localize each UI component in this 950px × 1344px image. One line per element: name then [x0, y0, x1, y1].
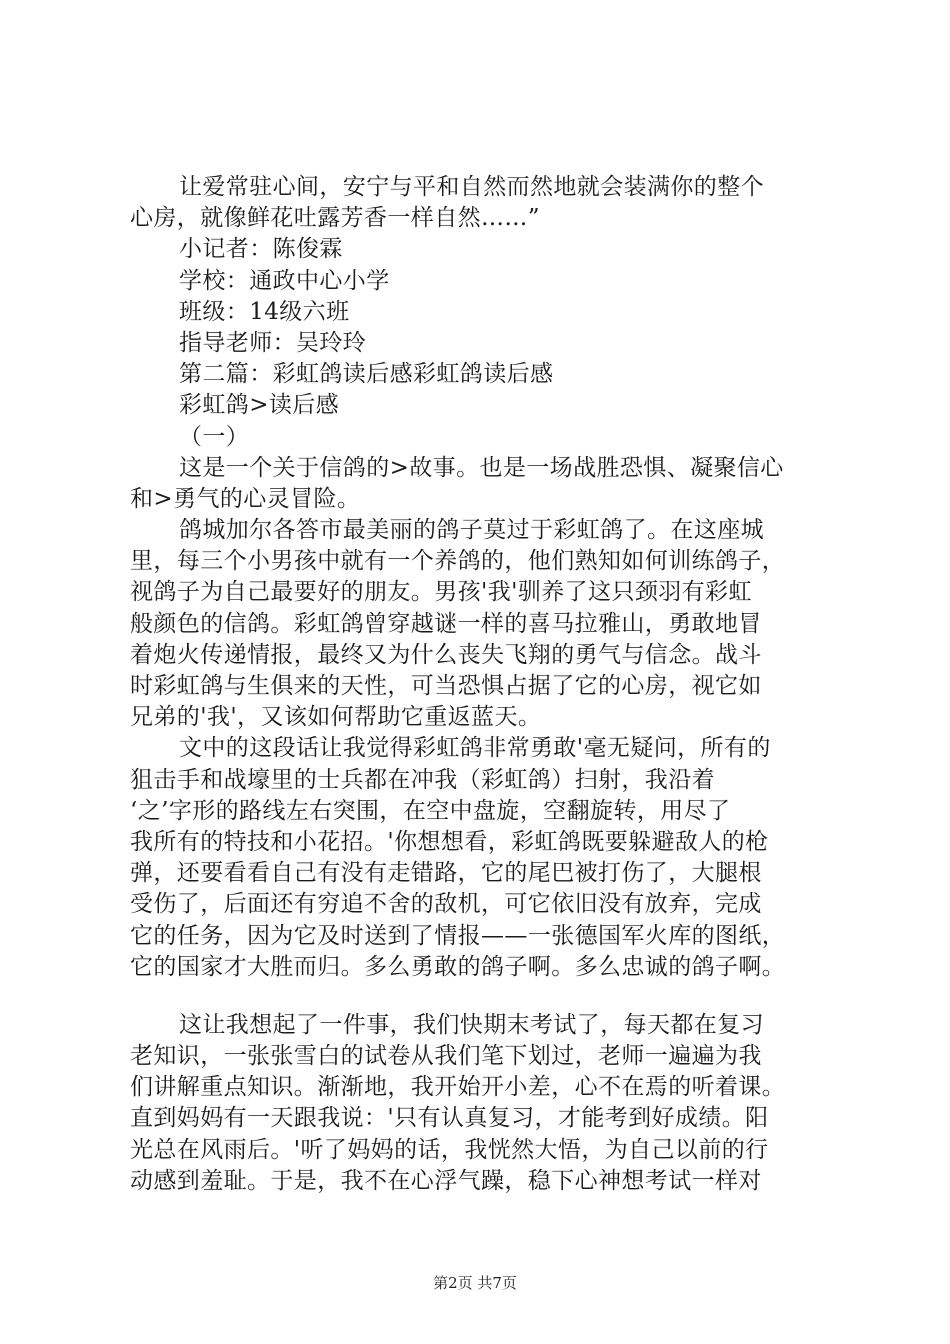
paragraph-line: 让爱常驻心间，安宁与平和自然而然地就会装满你的整个: [179, 174, 764, 200]
paragraph-line: 它的任务，因为它及时送到了情报——一张德国军火库的图纸，: [130, 922, 786, 949]
paragraph-line: 文中的这段话让我觉得彩虹鸽非常勇敢'毫无疑问，所有的: [179, 735, 771, 762]
paragraph-line: 狙击手和战壕里的士兵都在冲我（彩虹鸽）扫射，我沿着: [130, 766, 715, 793]
paragraph-line: 和>勇气的心灵冒险。: [130, 485, 361, 512]
paragraph-line: 动感到羞耻。于是，我不在心浮气躁，稳下心神想考试一样对: [130, 1167, 762, 1194]
paragraph-line: 直到妈妈有一天跟我说：'只有认真复习，才能考到好成绩。阳: [130, 1105, 769, 1132]
paragraph-line: 光总在风雨后。'听了妈妈的话，我恍然大悟，为自己以前的行: [130, 1136, 769, 1163]
paragraph-line: 里，每三个小男孩中就有一个养鸽的，他们熟知如何训练鸽子，: [130, 548, 786, 575]
paragraph-line: 它的国家才大胜而归。多么勇敢的鸽子啊。多么忠诚的鸽子啊。: [130, 953, 786, 980]
paragraph-line: 我所有的特技和小花招。'你想想看，彩虹鸽既要躲避敌人的枪: [130, 828, 769, 855]
paragraph-line: 鸽城加尔各答市最美丽的鸽子莫过于彩虹鸽了。在这座城: [179, 517, 764, 544]
paragraph-line: 心房，就像鲜花吐露芳香一样自然……”: [130, 205, 540, 232]
paragraph-line: 受伤了，后面还有穷追不舍的敌机，可它依旧没有放弃，完成: [130, 891, 762, 918]
subtitle: 彩虹鸽>读后感: [179, 392, 340, 419]
paragraph-line: 般颜色的信鸽。彩虹鸽曾穿越谜一样的喜马拉雅山，勇敢地冒: [130, 610, 762, 637]
paragraph-line: ‘之’字形的路线左右突围，在空中盘旋，空翻旋转，用尽了: [130, 797, 731, 824]
paragraph-line: 们讲解重点知识。渐渐地，我开始开小差，心不在焉的听着课。: [130, 1074, 786, 1101]
section-title: 第二篇：彩虹鸽读后感彩虹鸽读后感: [179, 361, 554, 388]
paragraph-line: 兄弟的'我'，又该如何帮助它重返蓝天。: [130, 704, 542, 731]
paragraph-line: 这让我想起了一件事，我们快期末考试了，每天都在复习: [179, 1011, 764, 1038]
page-number: 第2页 共7页: [433, 1274, 517, 1292]
reporter-line: 小记者：陈俊霖: [179, 236, 343, 263]
article-body: [130, 172, 852, 1197]
paragraph-line: 老知识，一张张雪白的试卷从我们笔下划过，老师一遍遍为我: [130, 1043, 762, 1070]
paragraph-line: 视鸽子为自己最要好的朋友。男孩'我'驯养了这只颈羽有彩虹: [130, 579, 752, 606]
school-line: 学校：通政中心小学: [179, 267, 390, 294]
paragraph-line: 弹，还要看看自己有没有走错路，它的尾巴被打伤了，大腿根: [130, 860, 762, 887]
paragraph-line: 时彩虹鸽与生俱来的天性，可当恐惧占据了它的心房，视它如: [130, 673, 762, 699]
paragraph-line: 着炮火传递情报，最终又为什么丧失飞翔的勇气与信念。战斗: [130, 641, 762, 668]
paragraph-gap: [130, 983, 852, 1010]
teacher-line: 指导老师：吴玲玲: [179, 329, 367, 356]
paragraph-line: 这是一个关于信鸽的>故事。也是一场战胜恐惧、凝聚信心: [179, 454, 784, 481]
class-line: 班级：14级六班: [179, 298, 350, 325]
part-marker: （一）: [179, 423, 250, 450]
